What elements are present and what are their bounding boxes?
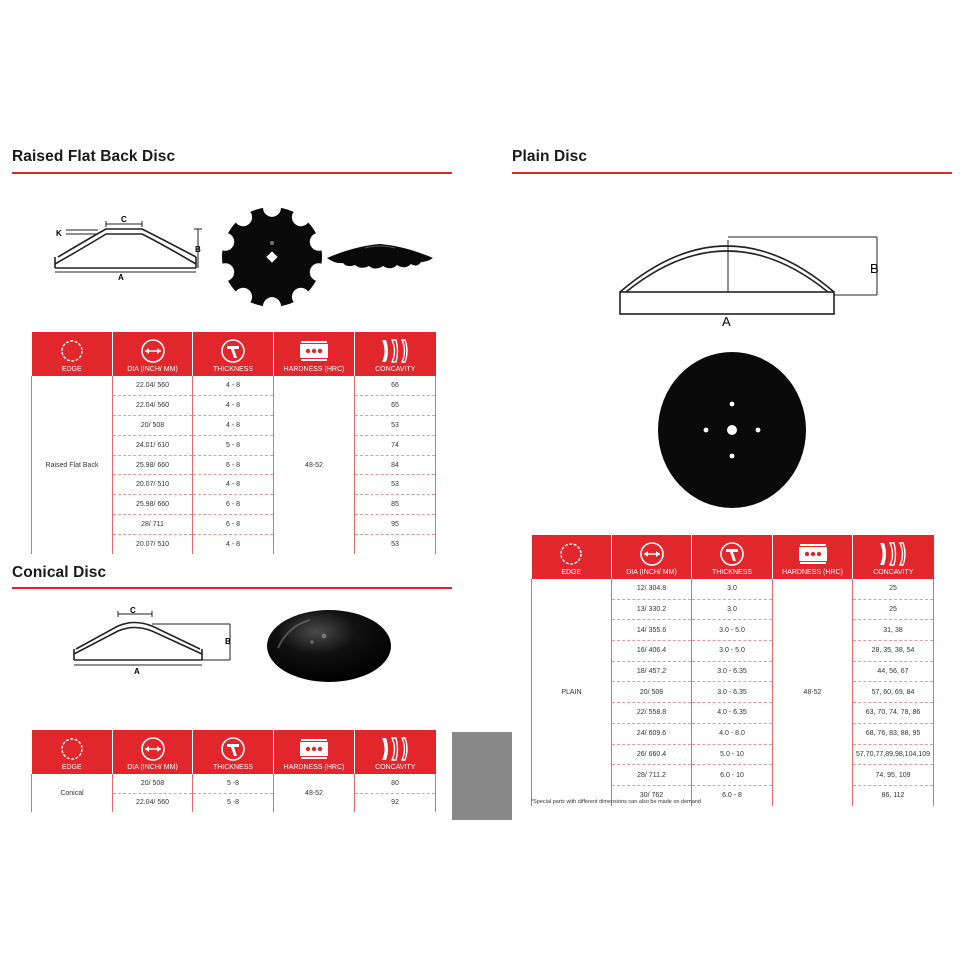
concavity-cell: 86, 112 (853, 785, 934, 805)
thickness-cell: 6 - 8 (193, 515, 274, 535)
thickness-cell: 6 - 8 (193, 495, 274, 515)
thickness-cell: 4 - 8 (193, 475, 274, 495)
concavity-cell: 84 (355, 455, 436, 475)
thickness-cell: 4 - 8 (193, 376, 274, 395)
plain-dim-b: B (870, 261, 879, 276)
header-edge: EDGE (532, 535, 612, 579)
raised-disc-diagram (50, 212, 210, 282)
thickness-cell: 4.0 - 8.0 (692, 723, 773, 744)
concavity-cell: 31, 38 (853, 620, 934, 641)
diameter-icon (140, 736, 166, 762)
header-concavity: CONCAVITY (355, 332, 436, 376)
dia-cell: 26/ 660.4 (612, 744, 692, 765)
conical-section-title: Conical Disc (12, 564, 107, 581)
dia-cell: 28/ 711 (113, 515, 193, 535)
table-row (32, 774, 436, 793)
dia-cell: 18/ 457.2 (612, 661, 692, 682)
grey-placeholder-block (452, 732, 512, 820)
caliper-icon (220, 338, 246, 364)
header-dia: DIA (INCH/ MM) (113, 730, 193, 774)
concavity-cell: 53 (355, 475, 436, 495)
header-edge: EDGE (32, 730, 113, 774)
concavity-cell: 63, 70, 74, 78, 86 (853, 703, 934, 724)
edge-icon (59, 736, 85, 762)
notched-disc-image (218, 203, 326, 311)
hardness-cell: 48-52 (274, 774, 355, 812)
thickness-cell: 3.0 - 6.35 (692, 682, 773, 703)
plain-footnote: *Special parts with different dimensions can also be made on demand (531, 799, 701, 805)
concavity-cell: 44, 56, 67 (853, 661, 934, 682)
concavity-cell: 65 (355, 395, 436, 415)
dia-cell: 16/ 406.4 (612, 641, 692, 662)
raised-dim-a: A (118, 273, 124, 282)
hardness-icon (298, 338, 330, 364)
header-concavity: CONCAVITY (355, 730, 436, 774)
dia-cell: 20.07/ 510 (113, 535, 193, 554)
header-hardness: HARDNESS (HRC) (274, 332, 355, 376)
hardness-icon (298, 736, 330, 762)
dia-cell: 28/ 711.2 (612, 765, 692, 786)
dia-cell: 25.98/ 660 (113, 495, 193, 515)
dia-cell: 22.04/ 560 (113, 793, 193, 812)
concavity-cell: 57,70,77,89,98,104,109 (853, 744, 934, 765)
edge-cell: Conical (32, 774, 113, 812)
dia-cell: 30/ 762 (612, 785, 692, 805)
thickness-cell: 6.0 - 10 (692, 765, 773, 786)
dia-cell: 14/ 355.6 (612, 620, 692, 641)
dia-cell: 20/ 508 (113, 774, 193, 793)
conical-disc-image (264, 608, 394, 684)
thickness-cell: 3.0 (692, 579, 773, 599)
table-row (532, 579, 934, 599)
edge-icon (59, 338, 85, 364)
concavity-cell: 92 (355, 793, 436, 812)
dia-cell: 20.07/ 510 (113, 475, 193, 495)
concavity-cell: 66 (355, 376, 436, 395)
thickness-cell: 4 - 8 (193, 395, 274, 415)
concavity-cell: 28, 35, 38, 54 (853, 641, 934, 662)
concavity-icon (379, 338, 411, 364)
raised-spec-table (31, 332, 436, 554)
thickness-cell: 4 - 8 (225, 541, 240, 549)
plain-dim-a: A (722, 314, 731, 329)
hardness-icon (797, 541, 829, 567)
thickness-cell: 5 -8 (193, 774, 274, 793)
header-dia: DIA (INCH/ MM) (113, 332, 193, 376)
concavity-cell: 74, 95, 109 (853, 765, 934, 786)
plain-title-rule (512, 172, 952, 174)
concavity-cell: 85 (355, 495, 436, 515)
concavity-icon (379, 736, 411, 762)
caliper-icon (719, 541, 745, 567)
plain-section-title: Plain Disc (512, 148, 588, 165)
dia-cell: 25.98/ 660 (113, 455, 193, 475)
plain-disc-diagram (612, 222, 892, 330)
hardness-cell: 48-52 (274, 376, 355, 554)
header-thickness: THICKNESS (193, 332, 274, 376)
header-dia: DIA (INCH/ MM) (612, 535, 692, 579)
table-row (32, 376, 436, 395)
thickness-cell: 5 -8 (226, 799, 240, 807)
dia-cell: 22/ 558.8 (612, 703, 692, 724)
edge-cell: PLAIN (532, 579, 612, 806)
thickness-cell: 6.0 - 8 (722, 792, 742, 800)
raised-dim-b: B (195, 245, 201, 254)
dia-cell: 22.04/ 560 (113, 376, 193, 395)
hardness-cell: 48-52 (773, 579, 853, 806)
dia-cell: 20/ 508 (113, 415, 193, 435)
raised-title-rule (12, 172, 452, 174)
dia-cell: 12/ 304.8 (612, 579, 692, 599)
dia-cell: 24.01/ 610 (113, 435, 193, 455)
header-edge: EDGE (32, 332, 113, 376)
diameter-icon (140, 338, 166, 364)
concavity-cell: 25 (853, 579, 934, 599)
raised-section-title: Raised Flat Back Disc (12, 148, 176, 165)
concavity-cell: 57, 60, 69, 84 (853, 682, 934, 703)
edge-cell: Raised Flat Back (32, 376, 113, 554)
dia-cell: 24/ 609.6 (612, 723, 692, 744)
thickness-cell: 4 - 8 (193, 415, 274, 435)
conical-dim-c: C (130, 606, 136, 615)
header-thickness: THICKNESS (193, 730, 274, 774)
plain-spec-table (531, 535, 934, 806)
concavity-cell: 53 (355, 415, 436, 435)
thickness-cell: 3.0 - 5.0 (692, 641, 773, 662)
dia-cell: 22.04/ 560 (113, 395, 193, 415)
thickness-cell: 5 - 8 (193, 435, 274, 455)
concavity-cell: 80 (355, 774, 436, 793)
diameter-icon (639, 541, 665, 567)
header-thickness: THICKNESS (692, 535, 773, 579)
dia-cell: 20/ 508 (612, 682, 692, 703)
header-concavity: CONCAVITY (853, 535, 934, 579)
header-hardness: HARDNESS (HRC) (773, 535, 853, 579)
thickness-cell: 3.0 (692, 599, 773, 620)
conical-disc-diagram (70, 604, 240, 676)
conical-spec-table (31, 730, 436, 812)
concavity-cell: 68, 76, 83, 88, 95 (853, 723, 934, 744)
thickness-cell: 3.0 - 6.35 (692, 661, 773, 682)
conical-title-rule (12, 587, 452, 589)
edge-icon (558, 541, 584, 567)
thickness-cell: 3.0 - 5.0 (692, 620, 773, 641)
concavity-cell: 53 (355, 535, 436, 554)
dia-cell: 13/ 330.2 (612, 599, 692, 620)
conical-dim-b: B (225, 637, 231, 646)
raised-dim-k: K (56, 229, 62, 238)
thickness-cell: 6 - 8 (193, 455, 274, 475)
concavity-icon (877, 541, 909, 567)
thickness-cell: 5.0 - 10 (692, 744, 773, 765)
notched-disc-side-image (325, 238, 435, 274)
plain-disc-image (656, 350, 808, 510)
caliper-icon (220, 736, 246, 762)
concavity-cell: 74 (355, 435, 436, 455)
concavity-cell: 95 (355, 515, 436, 535)
conical-dim-a: A (134, 667, 140, 676)
concavity-cell: 25 (853, 599, 934, 620)
raised-dim-c: C (121, 215, 127, 224)
header-hardness: HARDNESS (HRC) (274, 730, 355, 774)
thickness-cell: 4.0 - 6.35 (692, 703, 773, 724)
